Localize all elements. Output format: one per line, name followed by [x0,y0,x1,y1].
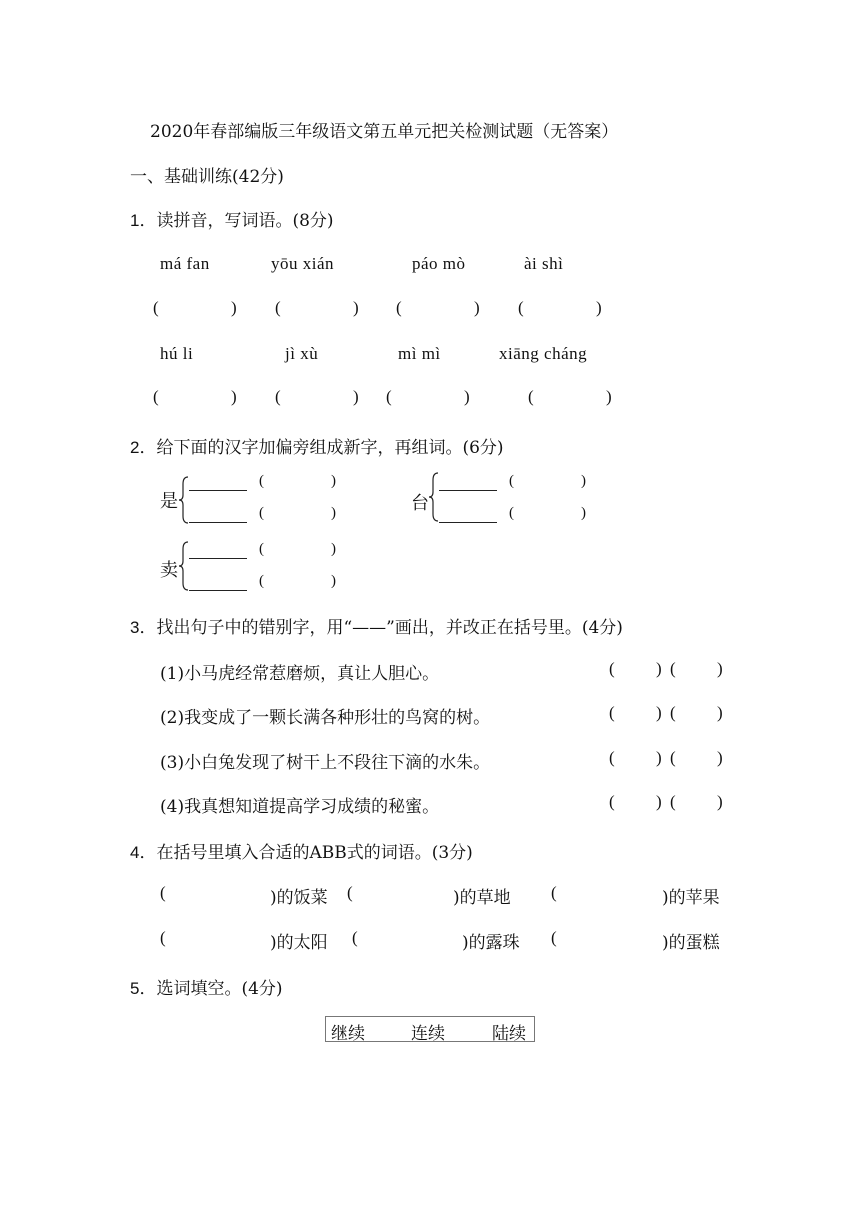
answer-close: ) [656,748,662,767]
question-text: 读拼音，写词语。(8分) [156,211,334,231]
section-heading: 一、基础训练(42分) [130,167,284,187]
pinyin: xiāng cháng [499,344,588,363]
answer-close: ) [717,659,723,678]
answer-close: ) [717,792,723,811]
question-text: 找出句子中的错别字，用“——”画出，并改正在括号里。(4分) [156,618,623,638]
answer-close: ) [717,703,723,722]
answer-close: ) [656,792,662,811]
blank-line [439,490,497,491]
answer-open: ( [386,387,392,406]
answer-close: ) [231,298,237,317]
answer-close: ) [606,387,612,406]
pinyin: páo mò [412,254,466,273]
abb-phrase: )的蛋糕 [662,933,720,953]
answer-open: ( [670,792,676,811]
answer-open: ( [396,298,402,317]
word-option: 连续 [411,1024,445,1044]
sentence-item: (1)小马虎经常惹磨烦，真让人胆心。 [160,664,440,684]
answer-open: ( [259,541,264,557]
answer-open: ( [609,659,615,678]
pinyin: mì mì [398,344,441,363]
answer-open: ( [160,928,166,947]
brace-icon [428,472,440,522]
answer-open: ( [551,928,557,947]
answer-open: ( [518,298,524,317]
question-3 [130,613,623,638]
answer-open: ( [528,387,534,406]
page-title: 2020年春部编版三年级语文第五单元把关检测试题（无答案） [150,122,619,142]
blank-line [189,490,247,491]
answer-open: ( [153,298,159,317]
question-5 [130,974,283,999]
answer-close: ) [331,505,336,521]
base-char: 是 [160,491,178,512]
answer-close: ) [331,541,336,557]
answer-close: ) [596,298,602,317]
word-bank [325,1016,535,1042]
blank-line [439,522,497,523]
pinyin: má fan [160,254,210,273]
answer-open: ( [259,573,264,589]
answer-close: ) [353,298,359,317]
sentence-item: (3)小白兔发现了树干上不段往下滴的水朱。 [160,753,491,773]
answer-open: ( [160,883,166,902]
question-number: 4． [130,843,157,862]
question-4 [130,838,473,863]
answer-open: ( [509,473,514,489]
answer-open: ( [670,703,676,722]
word-option: 陆续 [492,1024,526,1044]
question-text: 选词填空。(4分) [156,979,283,999]
answer-close: ) [656,659,662,678]
base-char: 卖 [160,560,178,581]
question-number: 5． [130,979,157,998]
abb-phrase: )的饭菜 [270,888,328,908]
word-option: 继续 [331,1024,365,1044]
brace-icon [178,476,190,524]
brace-icon [178,541,190,591]
answer-open: ( [352,928,358,947]
answer-open: ( [275,387,281,406]
answer-open: ( [509,505,514,521]
answer-open: ( [609,792,615,811]
abb-phrase: )的苹果 [662,888,720,908]
answer-open: ( [153,387,159,406]
sentence-item: (2)我变成了一颗长满各种形壮的鸟窝的树。 [160,708,491,728]
answer-close: ) [464,387,470,406]
question-text: 在括号里填入合适的ABB式的词语。(3分) [156,843,473,863]
answer-open: ( [609,748,615,767]
abb-phrase: )的草地 [453,888,511,908]
answer-close: ) [581,505,586,521]
pinyin: ài shì [524,254,564,273]
answer-open: ( [670,748,676,767]
answer-close: ) [353,387,359,406]
answer-close: ) [717,748,723,767]
answer-open: ( [259,473,264,489]
answer-open: ( [670,659,676,678]
answer-open: ( [551,883,557,902]
answer-close: ) [331,573,336,589]
pinyin: jì xù [285,344,319,363]
answer-open: ( [259,505,264,521]
question-1 [130,206,334,231]
question-number: 1． [130,211,157,230]
answer-open: ( [347,883,353,902]
pinyin: hú li [160,344,194,363]
sentence-item: (4)我真想知道提高学习成绩的秘蜜。 [160,797,440,817]
answer-close: ) [231,387,237,406]
pinyin: yōu xián [271,254,335,273]
answer-open: ( [609,703,615,722]
question-number: 2． [130,438,157,457]
answer-close: ) [331,473,336,489]
answer-close: ) [581,473,586,489]
question-2 [130,433,504,458]
blank-line [189,558,247,559]
answer-open: ( [275,298,281,317]
blank-line [189,522,247,523]
blank-line [189,590,247,591]
answer-close: ) [474,298,480,317]
base-char: 台 [411,493,429,514]
answer-close: ) [656,703,662,722]
question-text: 给下面的汉字加偏旁组成新字，再组词。(6分) [156,438,504,458]
question-number: 3． [130,618,157,637]
abb-phrase: )的太阳 [270,933,328,953]
abb-phrase: )的露珠 [462,933,520,953]
